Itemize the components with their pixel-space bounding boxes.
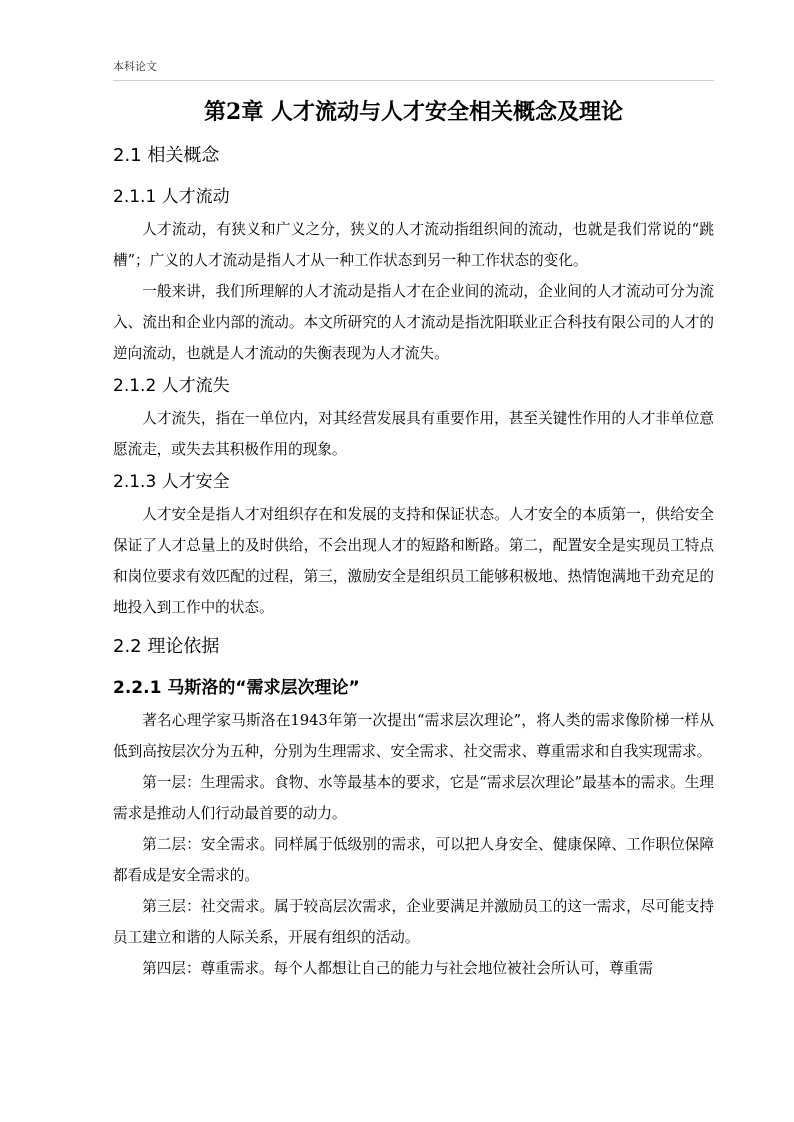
subsection-heading-2-2-1: 2.2.1 马斯洛的“需求层次理论” bbox=[113, 678, 360, 698]
main-content bbox=[113, 92, 714, 984]
running-header: 本科论文 bbox=[113, 60, 157, 73]
chapter-title: 第2章 人才流动与人才安全相关概念及理论 bbox=[204, 99, 623, 125]
paragraph: 第四层：尊重需求。每个人都想让自己的能力与社会地位被社会所认可，尊重需 bbox=[142, 960, 653, 977]
paragraph: 人才安全是指人才对组织存在和发展的支持和保证状态。人才安全的本质第一，供给安全保证了人才总量上的及时供给，不会出现人才的短路和断路。第二，配置安全是实现员工特点和岗位要求有效匹配的过程，第三，激励安全是组织员工能够积极地、热情饱满地干劲充足的地投入到工作中的状态。 bbox=[113, 506, 714, 616]
subsection-heading-2-1-3: 2.1.3 人才安全 bbox=[113, 472, 230, 492]
subsection-heading-2-1-1: 2.1.1 人才流动 bbox=[113, 187, 230, 207]
header-divider bbox=[113, 80, 714, 81]
subsection-heading-2-1-2: 2.1.2 人才流失 bbox=[113, 376, 230, 396]
paragraph: 人才流动，有狭义和广义之分，狭义的人才流动指组织间的流动，也就是我们常说的“跳槽”；广义的人才流动是指人才从一种工作状态到另一种工作状态的变化。 bbox=[113, 221, 714, 269]
section-heading-2-1: 2.1 相关概念 bbox=[113, 145, 220, 166]
paragraph: 一般来讲，我们所理解的人才流动是指人才在企业间的流动，企业间的人才流动可分为流入、流出和企业内部的流动。本文所研究的人才流动是指沈阳联业正合科技有限公司的人才的逆向流动，也就是人才流动的失衡表现为人才流失。 bbox=[113, 283, 714, 362]
section-heading-2-2: 2.2 理论依据 bbox=[113, 636, 220, 657]
paragraph: 第二层：安全需求。同样属于低级别的需求，可以把人身安全、健康保障、工作职位保障都看成是安全需求的。 bbox=[113, 836, 714, 884]
paragraph: 第一层：生理需求。食物、水等最基本的要求，它是“需求层次理论”最基本的需求。生理需求是推动人们行动最首要的动力。 bbox=[113, 774, 714, 822]
paragraph: 著名心理学家马斯洛在1943年第一次提出“需求层次理论”，将人类的需求像阶梯一样从低到高按层次分为五种，分别为生理需求、安全需求、社交需求、尊重需求和自我实现需求。 bbox=[113, 712, 714, 760]
paragraph: 人才流失，指在一单位内，对其经营发展具有重要作用，甚至关键性作用的人才非单位意愿流走，或失去其积极作用的现象。 bbox=[113, 410, 714, 458]
paragraph: 第三层：社交需求。属于较高层次需求，企业要满足并激励员工的这一需求，尽可能支持员工建立和谐的人际关系，开展有组织的活动。 bbox=[113, 898, 714, 946]
